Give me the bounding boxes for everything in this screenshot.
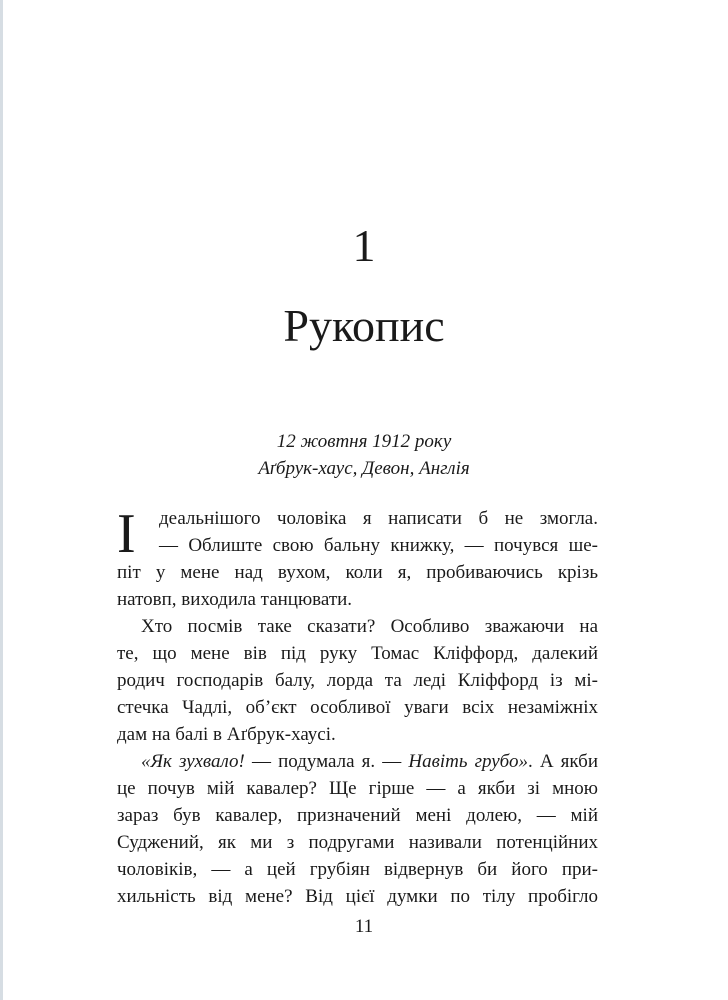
text-line: родич господарів балу, лорда та леді Кліффорд із мі- [117,670,598,691]
text-line: хильність від мене? Від цієї думки по тілу пробігло [117,886,598,907]
page-edge [0,0,3,1000]
text-line: — Облиште свою бальну книжку, — почувся ше- [159,535,598,556]
text-line: дам на балі в Аґбрук-хаусі. [117,724,336,745]
text-line: стечка Чадлі, об’єкт особливої уваги всіх незаміжніх [117,697,598,718]
text-line: натовп, виходила танцювати. [117,589,353,610]
drop-cap: І [117,503,136,565]
quote-plain-1: — подумала я. — [244,751,409,772]
text-line: деальнішого чоловіка я написати б не змогла. [159,508,598,529]
chapter-number: 1 [352,220,376,271]
quote-italic-1: «Як зухвало! [141,751,245,772]
text-line: Хто посмів таке сказати? Особливо зважаючи на [141,616,598,637]
text-line: зараз був кавалер, призначений мені долею, — мій [117,805,598,826]
text-line: піт у мене над вухом, коли я, пробиваючись крізь [117,562,598,583]
body-text [117,505,598,910]
text-line: чоловіків, — а цей грубіян відвернув би його при- [117,859,598,880]
dateline-date: 12 жовтня 1912 року [276,431,452,452]
dateline-place: Аґбрук-хаус, Девон, Англія [258,458,470,479]
dateline [0,428,728,482]
quote-line [117,748,598,775]
quote-plain-2: . А якби [527,751,598,772]
chapter-title: Рукопис [283,300,445,351]
text-line: це почув мій кавалер? Ще гірше — а якби зі мною [117,778,598,799]
text-line: Суджений, як ми з подругами називали потенційних [117,832,598,853]
text-line: те, що мене вів під руку Томас Кліффорд, далекий [117,643,598,664]
page-number: 11 [354,916,374,937]
quote-italic-2: Навіть грубо» [408,751,528,772]
